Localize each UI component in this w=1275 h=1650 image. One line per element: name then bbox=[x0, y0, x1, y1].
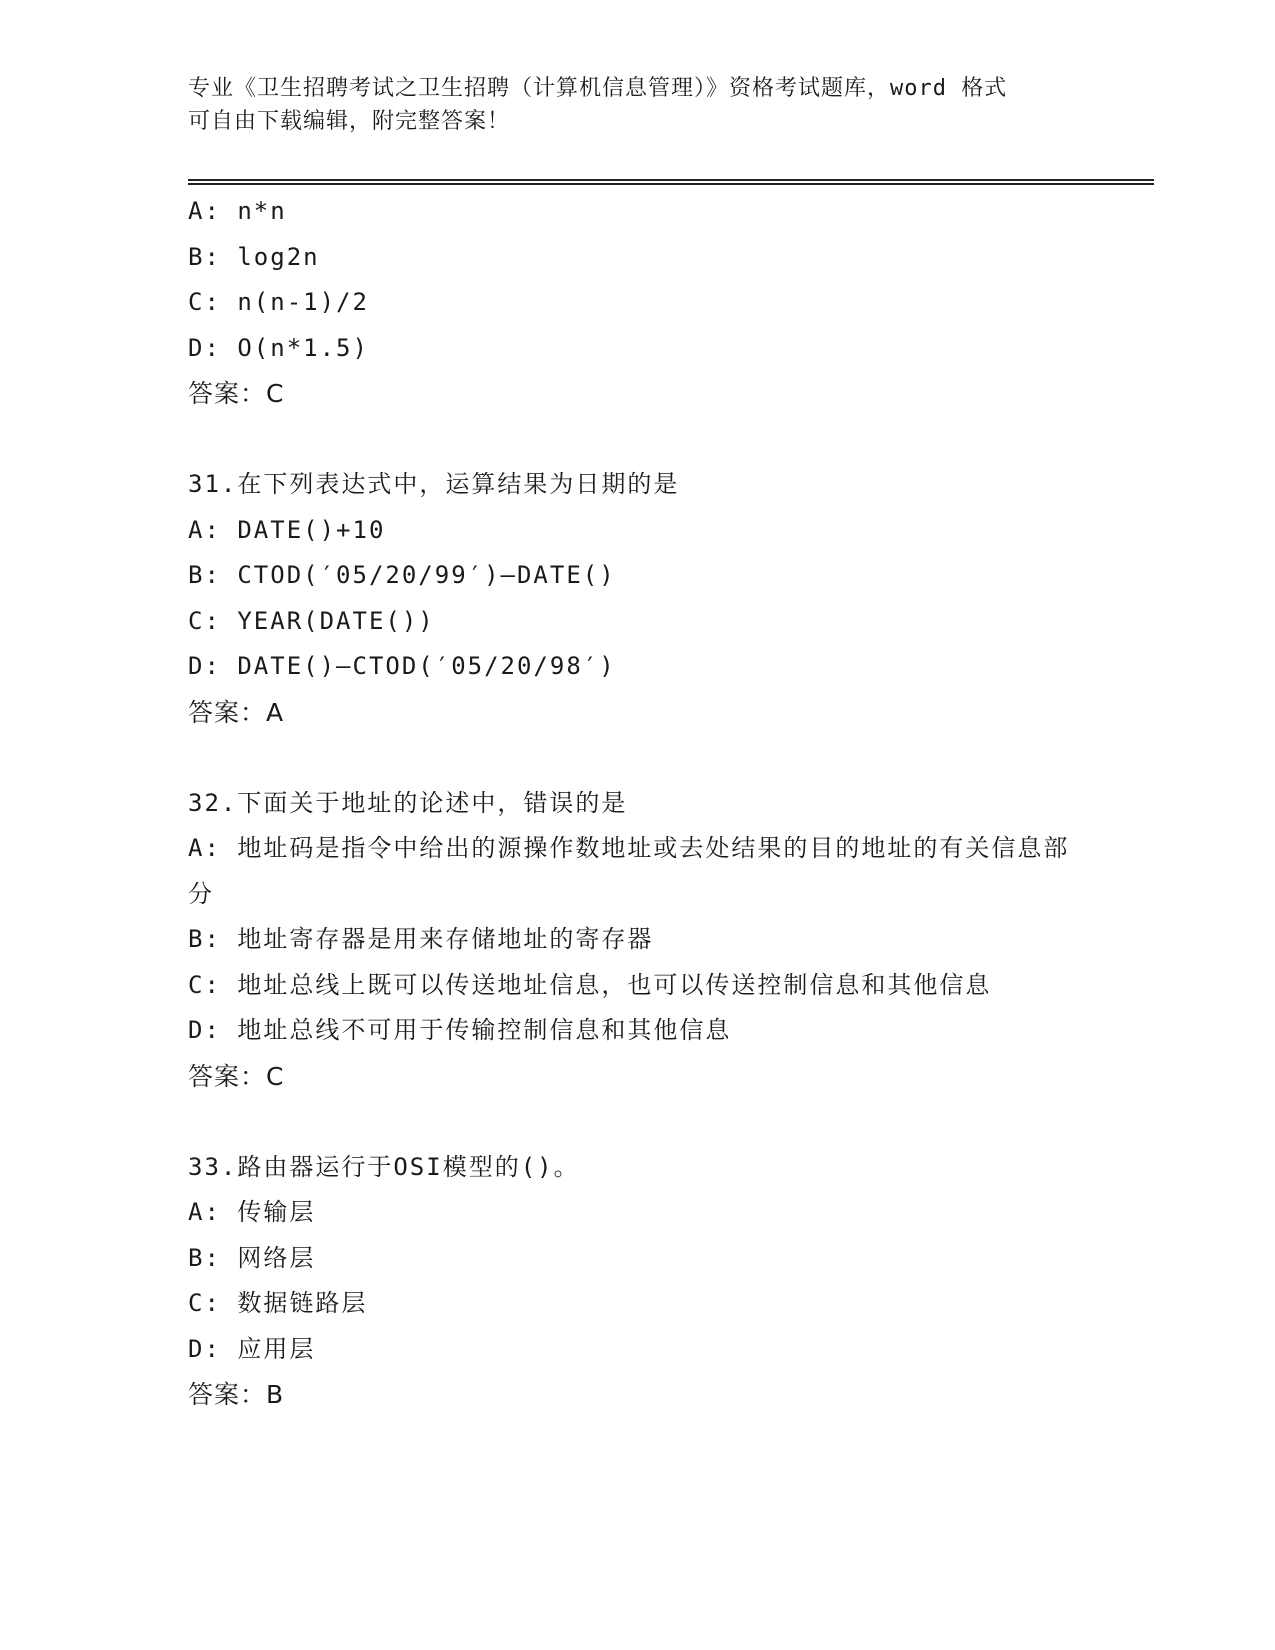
option-a: A: 传输层 bbox=[188, 1198, 316, 1226]
option-d: D: DATE()—CTOD(′05/20/98′) bbox=[188, 652, 616, 680]
option-c: C: n(n-1)/2 bbox=[188, 288, 369, 316]
option-d: D: O(n*1.5) bbox=[188, 333, 369, 362]
option-b: B: log2n bbox=[188, 242, 320, 271]
question-block-31 bbox=[188, 462, 1088, 735]
option-c: C: 地址总线上既可以传送地址信息，也可以传送控制信息和其他信息 bbox=[188, 970, 992, 999]
question-block-prev bbox=[188, 189, 1088, 417]
option-b: B: CTOD(′05/20/99′)—DATE() bbox=[188, 561, 616, 589]
header-divider bbox=[188, 179, 1154, 185]
question-stem: 32.下面关于地址的论述中，错误的是 bbox=[188, 788, 628, 817]
question-stem: 33.路由器运行于OSI模型的()。 bbox=[188, 1152, 580, 1181]
question-block-32 bbox=[188, 781, 1088, 1100]
option-c: C: 数据链路层 bbox=[188, 1289, 368, 1317]
answer-label: 答案：C bbox=[188, 1061, 285, 1091]
option-d: D: 应用层 bbox=[188, 1334, 316, 1363]
option-b: B: 网络层 bbox=[188, 1243, 316, 1272]
spacer bbox=[188, 735, 1088, 781]
spacer bbox=[188, 1099, 1088, 1145]
answer-label: 答案：A bbox=[188, 697, 285, 727]
spacer bbox=[188, 417, 1088, 463]
option-c: C: YEAR(DATE()) bbox=[188, 606, 435, 635]
option-b: B: 地址寄存器是用来存储地址的寄存器 bbox=[188, 925, 654, 953]
option-d: D: 地址总线不可用于传输控制信息和其他信息 bbox=[188, 1016, 732, 1044]
question-list bbox=[188, 189, 1088, 1418]
option-a: A: n*n bbox=[188, 197, 287, 225]
document-header bbox=[188, 72, 1088, 138]
header-title-line-1: 专业《卫生招聘考试之卫生招聘（计算机信息管理）》资格考试题库，word 格式 bbox=[188, 76, 1008, 101]
header-title-line-2: 可自由下载编辑，附完整答案！ bbox=[188, 109, 511, 134]
question-block-33 bbox=[188, 1145, 1088, 1418]
question-stem: 31.在下列表达式中，运算结果为日期的是 bbox=[188, 470, 680, 498]
option-a: A: 地址码是指令中给出的源操作数地址或去处结果的目的地址的有关信息部分 bbox=[188, 834, 1070, 908]
answer-label: 答案：C bbox=[188, 379, 285, 408]
option-a: A: DATE()+10 bbox=[188, 515, 386, 544]
answer-label: 答案：B bbox=[188, 1380, 285, 1409]
